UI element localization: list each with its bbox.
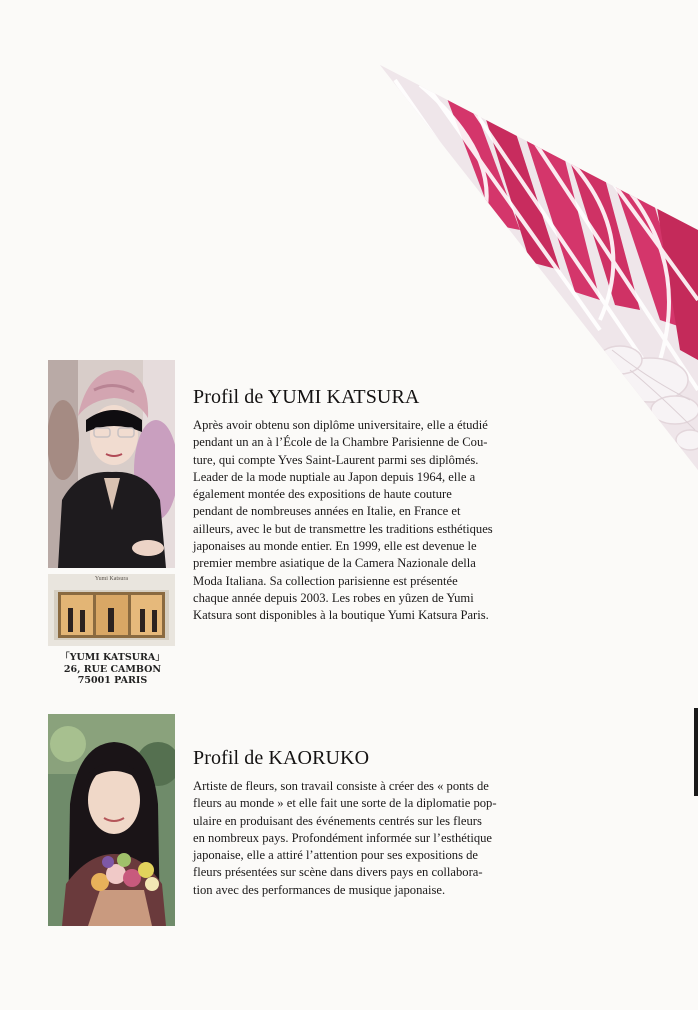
body-line: Leader de la mode nuptiale au Japon depuis 1964, elle a: [193, 469, 476, 484]
body-line: ulaire en produisant des événements centrés sur les fleurs: [193, 813, 482, 828]
yumi-katsura-portrait: [48, 360, 175, 568]
boutique-address-caption: [40, 652, 185, 687]
body-line: Moda Italiana. Sa collection parisienne est présentée: [193, 573, 458, 588]
profile-title-kaoruko: Profil de KAORUKO: [193, 747, 370, 769]
body-line: fleurs au monde » et elle fait une sorte de la diplomatie pop-: [193, 796, 497, 811]
body-line: Artiste de fleurs, son travail consiste à créer des « ponts de: [193, 779, 489, 793]
body-line: tion avec des performances de musique japonaise.: [193, 882, 446, 897]
profile-title-yumi-katsura: Profil de YUMI KATSURA: [193, 386, 420, 408]
body-line: pendant un an à l’École de la Chambre Parisienne de Cou-: [193, 435, 488, 450]
body-line: premier membre asiatique de la Camera Nazionale della: [193, 556, 476, 571]
body-line: ailleurs, avec le but de transmettre les traditions esthétiques: [193, 521, 493, 536]
boutique-storefront-photo: [48, 574, 175, 646]
body-line: Katsura sont disponibles à la boutique Yumi Katsura Paris.: [193, 608, 489, 623]
caption-line: 「YUMI KATSURA」: [60, 652, 165, 663]
body-line: pendant de nombreuses années en Italie, en France et: [193, 504, 461, 519]
profile-body-yumi-katsura: [193, 417, 493, 625]
body-line: également montée des expositions de haute couture: [193, 487, 452, 502]
body-line: ture, qui compte Yves Saint-Laurent parmi ses diplômés.: [193, 452, 479, 467]
body-line: chaque année depuis 2003. Les robes en yûzen de Yumi: [193, 590, 474, 605]
kaoruko-portrait: [48, 714, 175, 926]
storefront-sign: Yumi Katsura: [94, 576, 129, 582]
body-line: japonaises au monde entier. En 1999, elle est devenue le: [193, 539, 477, 554]
body-line: en nombreux pays. Profondément informée sur l’esthétique: [193, 830, 493, 845]
profile-body-kaoruko: [193, 778, 497, 899]
caption-line: 75001 PARIS: [77, 675, 148, 686]
body-line: japonaise, elle a attiré l’attention pour ses expositions de: [193, 848, 479, 863]
page-edge-mark: [694, 708, 698, 796]
body-line: Après avoir obtenu son diplôme universitaire, elle a étudié: [193, 418, 488, 432]
body-line: fleurs présentées sur scène dans divers pays en collabora-: [193, 865, 483, 880]
caption-line: 26, RUE CAMBON: [63, 663, 162, 675]
